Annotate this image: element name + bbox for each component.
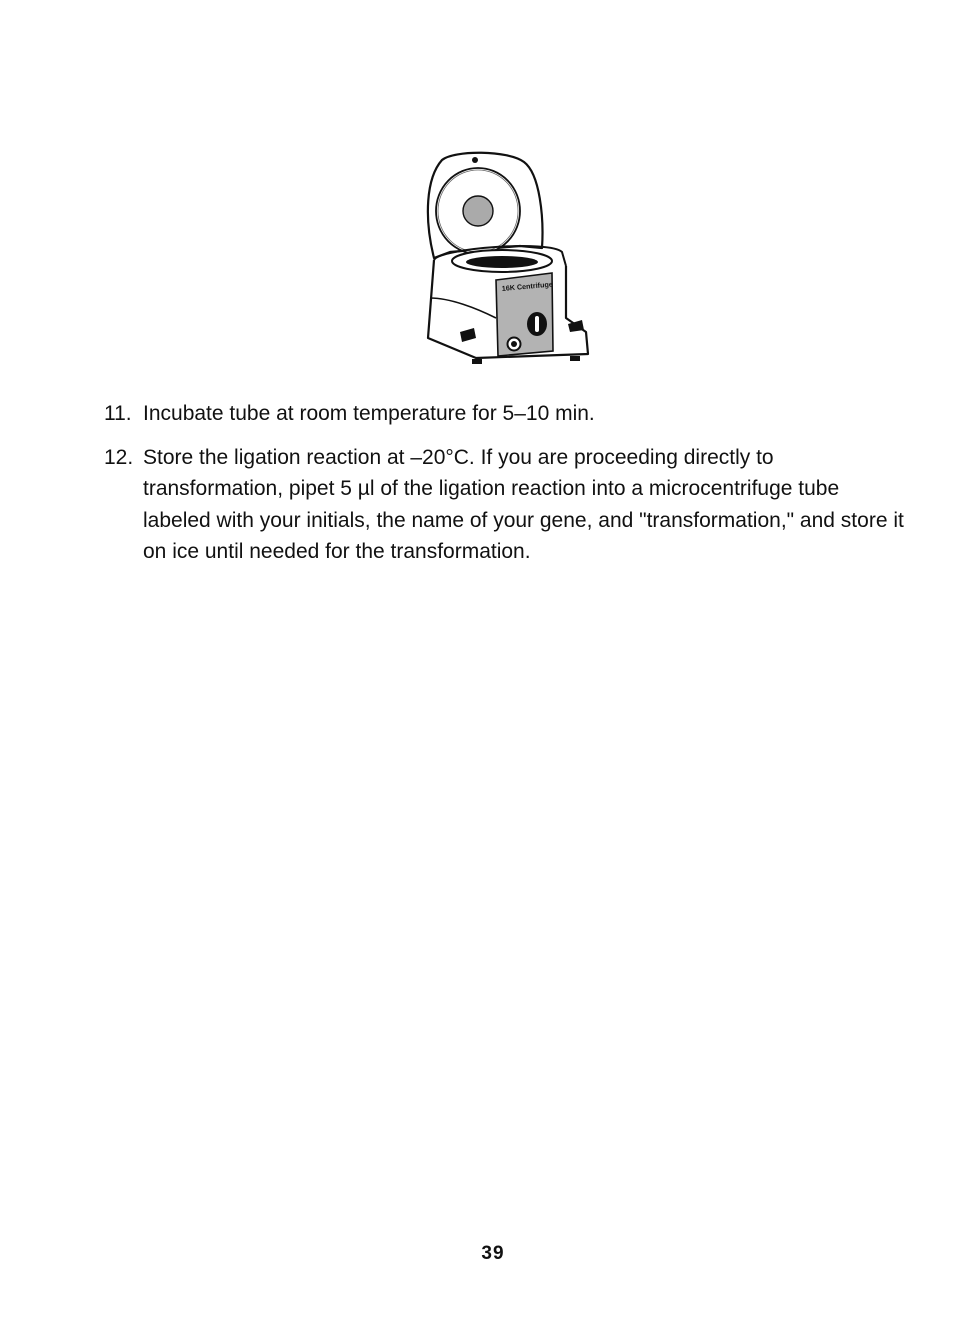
step-11 bbox=[104, 398, 904, 430]
step-text: Store the ligation reaction at –20°C. If you are proceeding directly to transformation, pipet 5 µl of the ligation reaction into a microcentrifuge tube labeled with your initials, the name of your gene, and "transformation," and store it on ice until needed for the transformation. bbox=[143, 445, 904, 563]
centrifuge-figure bbox=[420, 148, 595, 373]
procedure-steps bbox=[104, 398, 904, 580]
step-text: Incubate tube at room temperature for 5–10 min. bbox=[143, 402, 595, 425]
step-12 bbox=[104, 442, 904, 568]
page-number: 39 bbox=[481, 1243, 505, 1264]
step-number: 12. bbox=[104, 445, 134, 469]
centrifuge-label: 16K Centrifuge bbox=[501, 279, 554, 293]
step-number: 11. bbox=[104, 402, 132, 425]
centrifuge-illustration-icon bbox=[420, 148, 595, 373]
